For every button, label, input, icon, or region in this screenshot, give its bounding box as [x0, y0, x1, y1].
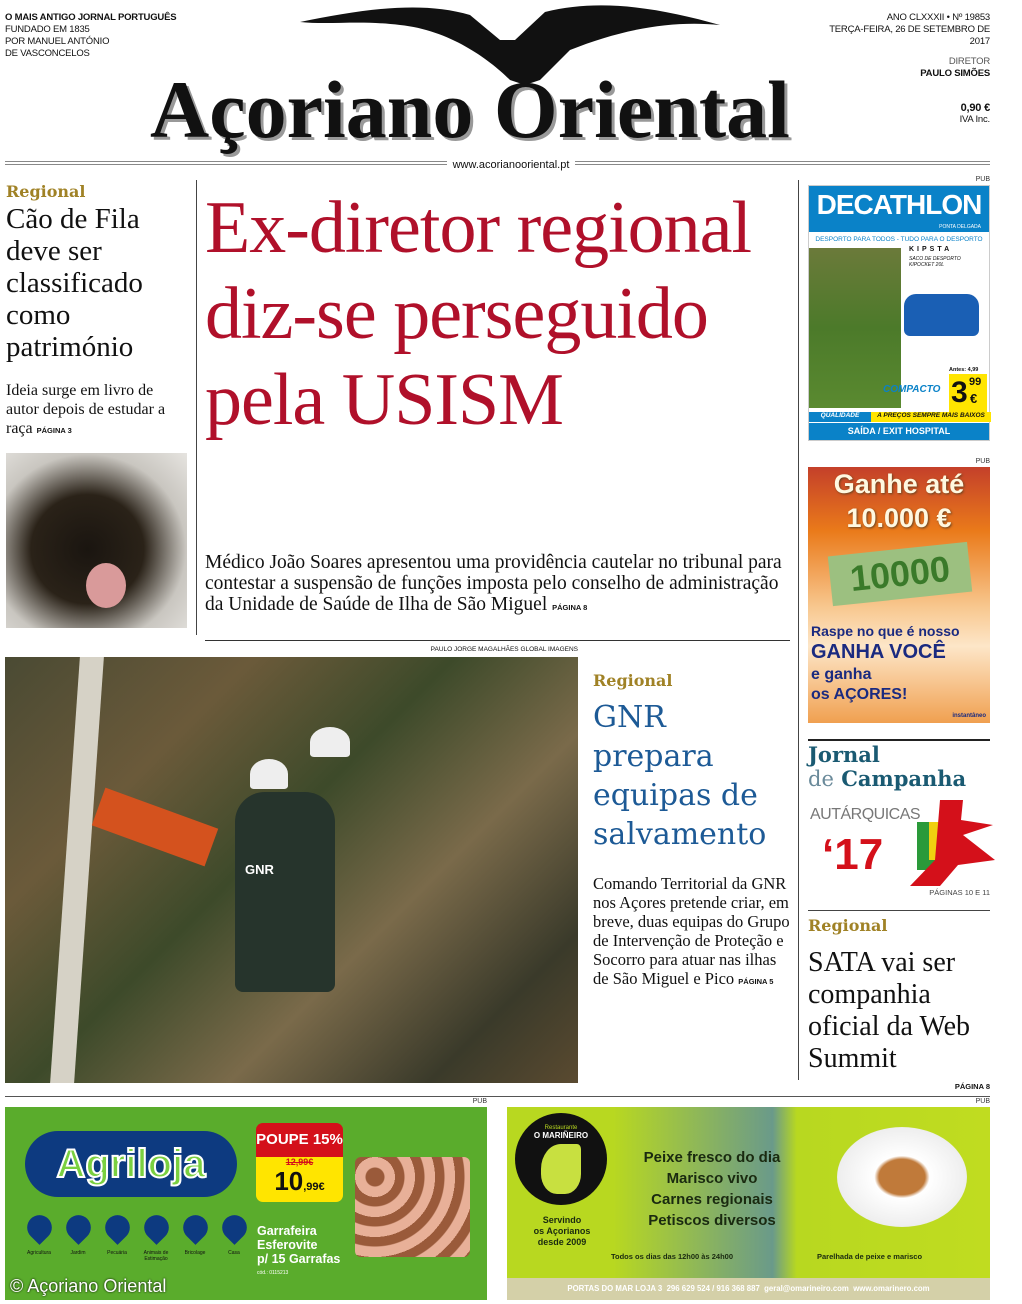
pub-label: PUB	[975, 458, 990, 465]
category-label: Jardim	[70, 1250, 86, 1256]
category-bricolage[interactable]	[177, 1213, 213, 1262]
summary-text: Médico João Soares apresentou uma providência cautelar no tribunal para contestar a suspensão de funções imposta pelo conselho de administração da Unidade de Saúde de Ilha de São Miguel	[205, 552, 782, 615]
founder-line-2: DE VASCONCELOS	[5, 48, 90, 59]
page-ref: PÁGINA 8	[954, 1082, 990, 1091]
lottery-ad[interactable]	[808, 467, 990, 723]
product-line-3: p/ 15 Garrafas	[257, 1252, 341, 1266]
category-label: Animais de Estimação	[143, 1250, 169, 1262]
box-icon	[217, 1210, 252, 1245]
year-label: ‘17	[822, 830, 884, 879]
instantaneo-logo: instantâneo	[952, 713, 986, 719]
dog-icon	[139, 1210, 174, 1245]
restaurant-logo	[515, 1113, 607, 1205]
lottery-line-2: 10.000 €	[846, 503, 952, 533]
corn-icon	[22, 1210, 57, 1245]
lottery-line-5: e ganha	[811, 666, 872, 683]
director-name: PAULO SIMÕES	[920, 68, 990, 79]
restaurant-label: Restaurante	[544, 1125, 578, 1131]
watering-can-icon	[61, 1210, 96, 1245]
promo-tag	[256, 1123, 343, 1202]
wine-rack-image	[355, 1157, 470, 1257]
sata-story-headline[interactable]: SATA vai ser companhia oficial da Web Summit	[808, 947, 971, 1074]
banknote-image: 10000	[828, 542, 972, 606]
menu-item: Petiscos diversos	[648, 1212, 776, 1229]
price-cents: 99	[969, 376, 982, 388]
issue-number: ANO CLXXXII • Nº 19853	[886, 12, 990, 23]
price-cents: ,99€	[303, 1181, 325, 1193]
section-rule	[808, 910, 990, 911]
vat-note: IVA Inc.	[959, 114, 990, 125]
product-model: KIPOCKET 20L	[909, 262, 945, 268]
pub-label: PUB	[975, 176, 990, 183]
decathlon-ad[interactable]	[808, 185, 990, 441]
director-label: DIRETOR	[948, 56, 990, 67]
price: 0,90 €	[960, 102, 990, 114]
agriloja-ad[interactable]	[5, 1107, 487, 1300]
main-summary	[205, 552, 795, 618]
product-name	[257, 1224, 340, 1280]
page-ref: PÁGINA 5	[738, 977, 774, 986]
marinheiro-ad[interactable]	[507, 1107, 990, 1300]
page-ref: PÁGINA 8	[552, 603, 588, 612]
lottery-line-1: Ganhe até	[833, 469, 965, 499]
product-line-2: Esferovite	[257, 1238, 318, 1252]
section-rule	[808, 739, 990, 741]
dog-tongue	[86, 563, 126, 608]
photo-credit: PAULO JORGE MAGALHÃES GLOBAL IMAGENS	[430, 646, 578, 653]
serving-text	[519, 1215, 605, 1248]
rescue-photo	[5, 657, 578, 1083]
dish-photo	[837, 1127, 967, 1227]
campaign-title-2b: Campanha	[841, 766, 967, 791]
campaign-pages: PÁGINAS 10 E 11	[929, 888, 990, 897]
category-animais[interactable]	[138, 1213, 174, 1262]
dish-caption: Parelhada de peixe e marisco	[817, 1252, 923, 1261]
stretcher	[92, 788, 218, 867]
tagline: O MAIS ANTIGO JORNAL PORTUGUÊS	[5, 12, 177, 23]
product-line-1: Garrafeira	[257, 1224, 317, 1238]
autarquicas-label: AUTÁRQUICAS	[810, 806, 921, 823]
decathlon-logo: DECATHLON	[816, 189, 982, 220]
price-main: 3	[951, 376, 968, 409]
decathlon-header	[809, 186, 989, 232]
masthead-info-right	[820, 12, 990, 126]
copyright-watermark: © Açoriano Oriental	[10, 1276, 167, 1296]
old-price: 12,99€	[285, 1157, 314, 1167]
category-pecuaria[interactable]	[99, 1213, 135, 1262]
sata-story-section: Regional	[808, 916, 888, 935]
product-code: cód.: 0115213	[257, 1270, 289, 1276]
chicken-icon	[100, 1210, 135, 1245]
left-story-section: Regional	[6, 182, 86, 201]
low-prices-label: A PREÇOS SEMPRE MAIS BAIXOS	[871, 412, 991, 422]
pub-label: PUB	[975, 1098, 990, 1105]
lottery-text	[811, 623, 960, 705]
page-ref: PÁGINA 3	[36, 426, 72, 435]
category-label: Agricultura	[27, 1250, 51, 1256]
product-brand: KIPSTA	[909, 246, 953, 253]
price-main: 10	[274, 1166, 304, 1196]
price-box	[256, 1157, 343, 1202]
url-wrap	[0, 155, 1022, 173]
summary-text: Comando Territorial da GNR nos Açores pretende criar, em breve, duas equipas do Grupo de Intervenção de Proteção e Socorro para atuar nas ilhas de São Miguel e Pico	[593, 874, 790, 988]
gnr-story-section: Regional	[593, 671, 673, 690]
opening-hours: Todos os dias das 12h00 às 24h00	[611, 1252, 733, 1261]
newspaper-logo: Açoriano Oriental	[150, 64, 790, 155]
serving-line-1: Servindo	[542, 1215, 582, 1225]
restaurant-name: O MARIÑEIRO	[533, 1131, 589, 1140]
category-label: Pecuária	[107, 1250, 127, 1256]
dog-photo	[6, 453, 187, 628]
quality-bar	[809, 412, 991, 422]
section-rule	[5, 1096, 990, 1097]
helmet	[310, 727, 350, 757]
gnr-story-headline[interactable]: GNR prepara equipas de salvamento	[593, 700, 767, 852]
summary-text: Ideia surge em livro de autor depois de estudar a raça	[6, 382, 166, 437]
fisherman-icon	[541, 1144, 581, 1194]
founder-line-1: POR MANUEL ANTÓNIO	[5, 36, 110, 47]
price-tag	[949, 374, 987, 412]
lottery-line-4: GANHA VOCÊ	[811, 641, 946, 663]
campaign-title-1: Jornal	[808, 742, 880, 767]
pub-label: PUB	[472, 1098, 487, 1105]
lottery-line-3: Raspe no que é nosso	[811, 623, 960, 639]
lottery-title	[808, 467, 990, 535]
category-jardim[interactable]	[60, 1213, 96, 1262]
category-casa[interactable]	[216, 1213, 252, 1262]
quality-label: QUALIDADE	[809, 412, 871, 422]
left-story-summary	[6, 381, 186, 440]
menu-item: Peixe fresco do dia	[643, 1149, 781, 1166]
website-link[interactable]: www.acorianooriental.pt	[447, 159, 576, 171]
lottery-line-6: os AÇORES!	[811, 686, 908, 703]
location: PONTA DELGADA	[939, 224, 981, 230]
currency: €	[970, 391, 978, 406]
category-label: Bricolage	[184, 1250, 206, 1256]
section-rule	[205, 640, 790, 641]
main-headline[interactable]: Ex-diretor regional diz-se perseguido pela USISM	[205, 187, 752, 441]
column-divider	[196, 180, 197, 635]
serving-line-3: desde 2009	[537, 1237, 587, 1247]
left-story-headline[interactable]: Cão de Fila deve ser classificado como património	[6, 203, 143, 363]
rescuer-figure	[235, 792, 335, 992]
hammer-icon	[178, 1210, 213, 1245]
category-agricultura[interactable]	[21, 1213, 57, 1262]
promo-label: POUPE 15%	[256, 1123, 343, 1157]
menu-item: Marisco vivo	[666, 1170, 758, 1187]
tree-trunk	[50, 657, 104, 1083]
category-icons	[21, 1213, 252, 1262]
menu-items	[617, 1147, 807, 1231]
gnr-badge: GNR	[245, 862, 274, 877]
compact-label: COMPACTO	[883, 384, 941, 395]
gnr-story-summary	[593, 874, 793, 991]
contact-bar: PORTAS DO MAR LOJA 3 296 629 524 / 916 368 887 geral@omarineiro.com www.omarinero.com	[507, 1278, 990, 1300]
bag-image	[904, 294, 979, 336]
helmet	[250, 759, 288, 789]
campaign-title[interactable]	[808, 743, 966, 791]
slogan: DESPORTO PARA TODOS - TUDO PARA O DESPORTO	[815, 236, 983, 243]
founded: FUNDADO EM 1835	[5, 24, 90, 35]
exit-label: SAÍDA / EXIT HOSPITAL	[809, 423, 989, 440]
serving-line-2: os Açorianos	[533, 1226, 591, 1236]
category-label: Casa	[228, 1250, 240, 1256]
issue-date: TERÇA-FEIRA, 26 DE SETEMBRO DE 2017	[829, 24, 990, 47]
agriloja-logo: Agriloja	[25, 1131, 237, 1197]
column-divider	[798, 180, 799, 1080]
masthead-info-left	[5, 12, 205, 60]
menu-item: Carnes regionais	[651, 1191, 773, 1208]
old-price: Antes: 4,99	[949, 367, 979, 373]
campaign-title-2a: de	[808, 767, 834, 791]
product-name: SACO DE DESPORTO	[909, 256, 961, 262]
